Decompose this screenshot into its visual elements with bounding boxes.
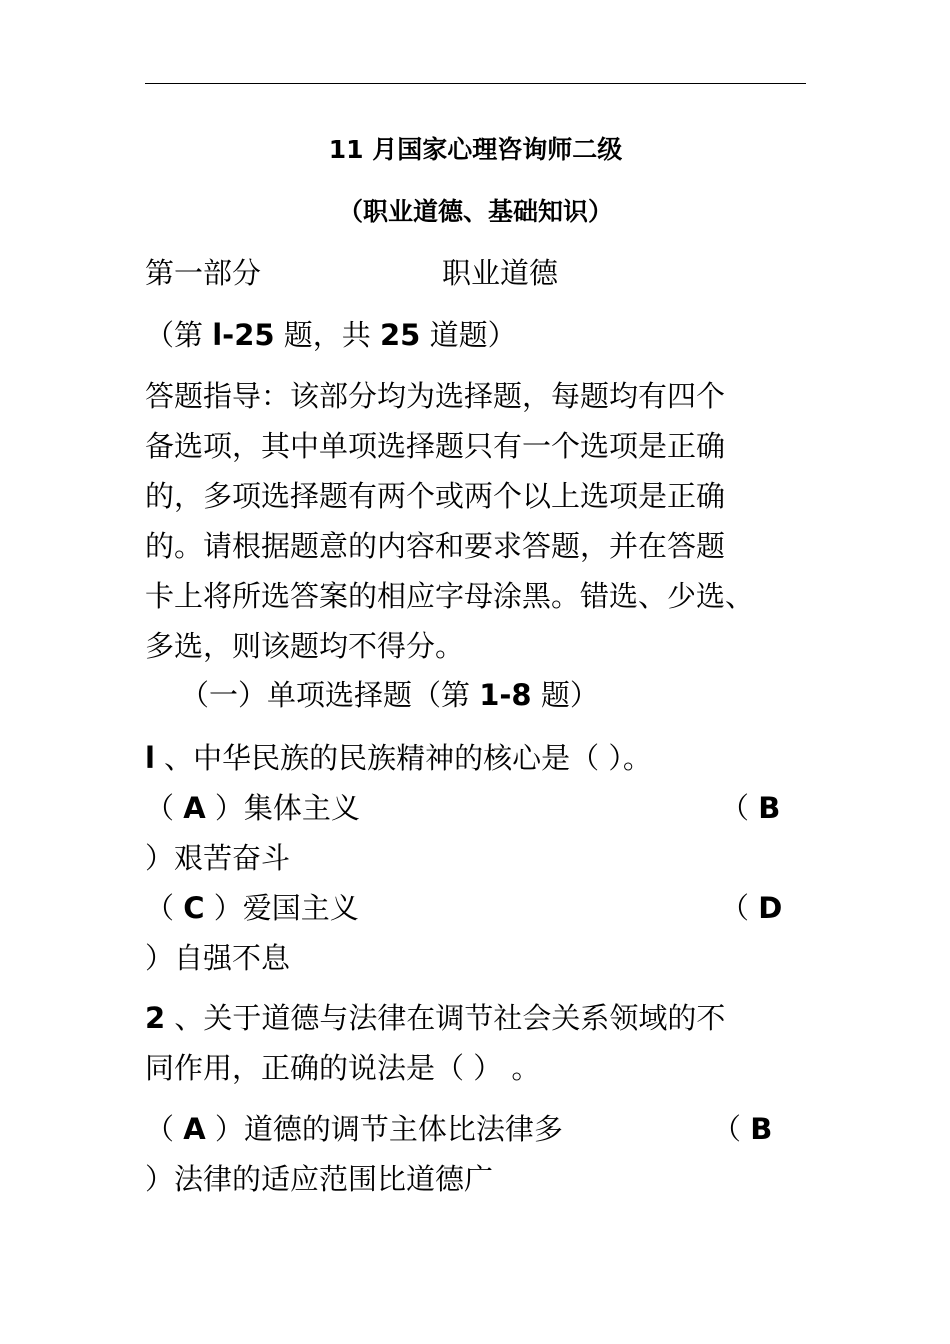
q2-option-a: （ A ）道德的调节主体比法律多 bbox=[145, 1112, 563, 1146]
q2-option-b-letter: （ B bbox=[712, 1112, 773, 1146]
question-2: 2 、关于道德与法律在调节社会关系领域的不 bbox=[145, 1001, 726, 1035]
q1-option-d-letter: （ D bbox=[720, 891, 783, 925]
part-heading bbox=[145, 255, 559, 291]
question-range: （第 l-25 题，共 25 道题） bbox=[145, 318, 517, 352]
section-heading: （一）单项选择题（第 1-8 题） bbox=[180, 678, 599, 712]
q1-option-b-text: ）艰苦奋斗 bbox=[145, 841, 291, 875]
question-number: l bbox=[145, 741, 155, 775]
instructions-line: 多选，则该题均不得分。 bbox=[145, 629, 465, 663]
q1-option-a: （ A ）集体主义 bbox=[145, 791, 360, 825]
doc-title: 11 月国家心理咨询师二级 bbox=[328, 135, 623, 164]
instructions-line: 的。请根据题意的内容和要求答题，并在答题 bbox=[145, 529, 726, 563]
question-number: 2 bbox=[145, 1001, 166, 1035]
instructions-line: 答题指导：该部分均为选择题，每题均有四个 bbox=[145, 379, 726, 413]
part-label: 第一部分 bbox=[145, 256, 262, 290]
q1-option-d-text: ）自强不息 bbox=[145, 941, 291, 975]
part-name: 职业道德 bbox=[442, 256, 559, 290]
q2-option-b-text: ）法律的适应范围比道德广 bbox=[145, 1162, 494, 1196]
question-2-cont: 同作用，正确的说法是（ ） 。 bbox=[145, 1051, 541, 1085]
header-rule bbox=[145, 83, 806, 84]
doc-subtitle: （职业道德、基础知识） bbox=[337, 197, 613, 226]
instructions-line: 备选项，其中单项选择题只有一个选项是正确 bbox=[145, 429, 726, 463]
q1-option-b-letter: （ B bbox=[720, 791, 781, 825]
instructions-line: 的，多项选择题有两个或两个以上选项是正确 bbox=[145, 479, 726, 513]
q1-option-c: （ C ）爱国主义 bbox=[145, 891, 359, 925]
instructions-line: 卡上将所选答案的相应字母涂黑。错选、少选、 bbox=[145, 579, 755, 613]
question-1: l 、中华民族的民族精神的核心是（ ）。 bbox=[145, 741, 652, 775]
